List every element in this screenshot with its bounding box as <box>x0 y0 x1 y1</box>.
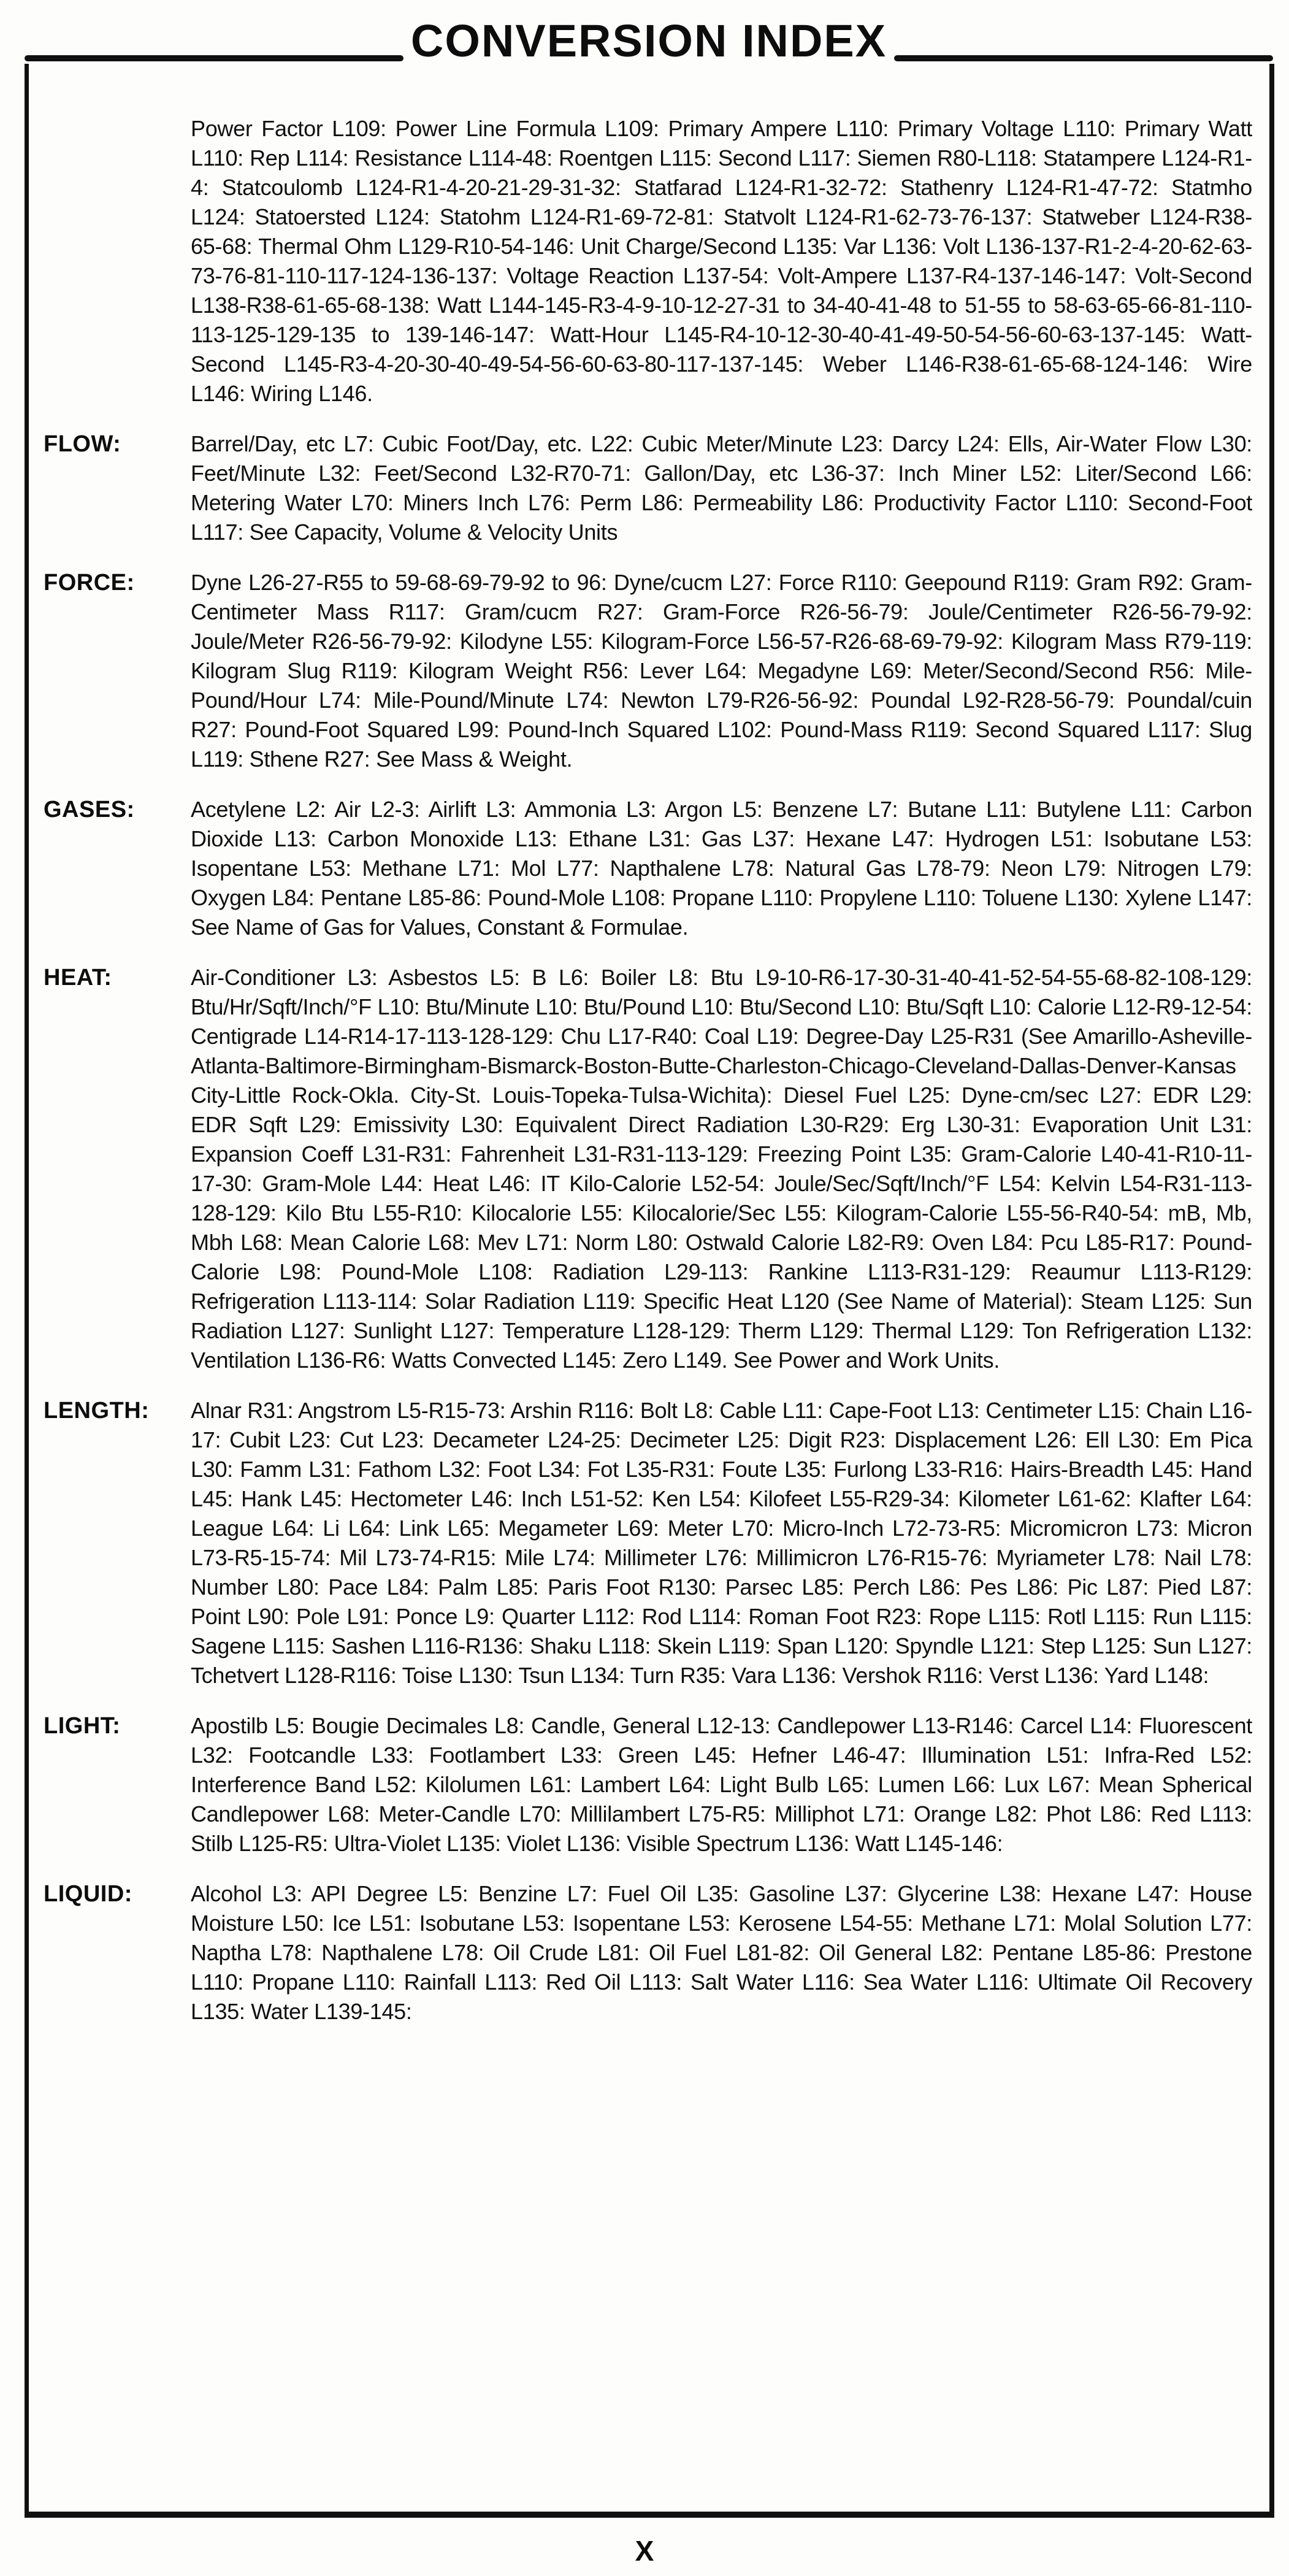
title-rule-right <box>894 55 1273 61</box>
section-label: LIGHT: <box>44 1713 121 1739</box>
section-label: LENGTH: <box>44 1398 150 1424</box>
section-text: Power Factor L109: Power Line Formula L109: Primary Ampere L110: Primary Voltage L110: Primary Watt L110: Rep L114: Resistance L114-48: Roentgen L115: Second L117: Siemen R80-L118: Statampere L124-R1-4: Statcoulomb L124-R1-4-20-21-29-31-32: Statfarad L124-R1-32-72: Stathenry L124-R1-47-72: Statmho L124: Statoersted L124: Statohm L124-R1-69-72-81: Statvolt L124-R1-62-73-76-137: Statweber L124-R38-65-68: Thermal Ohm L129-R10-54-146: Unit Charge/Second L135: Var L136: Volt L136-137-R1-2-4-20-62-63-73-76-81-110-117-124-136-137: Voltage Reaction L137-54: Volt-Ampere L137-R4-137-146-147: Volt-Second L138-R38-61-65-68-138: Watt L144-145-R3-4-9-10-12-27-31 to 34-40-41-48 to 51-55 to 58-63-65-66-81-110-113-125-129-135 to 139-146-147: Watt-Hour L145-R4-10-12-30-40-41-49-50-54-56-60-63-137-145: Watt-Second L145-R3-4-20-30-40-49-54-56-60-63-80-117-137-145: Weber L146-R38-61-65-68-124-146: Wire L146: Wiring L146. <box>191 116 1252 406</box>
section-length <box>44 1396 1252 1690</box>
section-continued-electrical <box>44 114 1252 408</box>
title-bar <box>25 10 1273 64</box>
section-text: Air-Conditioner L3: Asbestos L5: B L6: Boiler L8: Btu L9-10-R6-17-30-31-40-41-52-54-55-68-82-108-129: Btu/Hr/Sqft/Inch/°F L10: Btu/Minute L10: Btu/Pound L10: Btu/Second L10: Btu/Sqft L10: Calorie L12-R9-12-54: Centigrade L14-R14-17-113-128-129: Chu L17-R40: Coal L19: Degree-Day L25-R31 (See Amarillo-Asheville-Atlanta-Baltimore-Birmingham-Bismarck-Boston-Butte-Charleston-Chicago-Cleveland-Dallas-Denver-Kansas City-Little Rock-Okla. City-St. Louis-Topeka-Tulsa-Wichita): Diesel Fuel L25: Dyne-cm/sec L27: EDR L29: EDR Sqft L29: Emissivity L30: Equivalent Direct Radiation L30-R29: Erg L30-31: Evaporation Unit L31: Expansion Coeff L31-R31: Fahrenheit L31-R31-113-129: Freezing Point L35: Gram-Calorie L40-41-R10-11-17-30: Gram-Mole L44: Heat L46: IT Kilo-Calorie L52-54: Joule/Sec/Sqft/Inch/°F L54: Kelvin L54-R31-113-128-129: Kilo Btu L55-R10: Kilocalorie L55: Kilocalorie/Sec L55: Kilogram-Calorie L55-56-R40-54: mB, Mb, Mbh L68: Mean Calorie L68: Mev L71: Norm L80: Ostwald Calorie L82-R9: Oven L84: Pcu L85-R17: Pound-Calorie L98: Pound-Mole L108: Radiation L29-113: Rankine L113-R31-129: Reaumur L113-R129: Refrigeration L113-114: Solar Radiation L119: Specific Heat L120 (See Name of Material): Steam L125: Sun Radiation L127: Sunlight L127: Temperature L128-129: Therm L129: Thermal L129: Ton Refrigeration L132: Ventilation L136-R6: Watts Convected L145: Zero L149. See Power and Work Units. <box>191 965 1252 1373</box>
page-number: X <box>635 2535 654 2567</box>
section-label: GASES: <box>44 797 135 822</box>
index-border-box <box>25 64 1274 2518</box>
section-text: Alnar R31: Angstrom L5-R15-73: Arshin R116: Bolt L8: Cable L11: Cape-Foot L13: Centimeter L15: Chain L16-17: Cubit L23: Cut L23: Decameter L24-25: Decimeter L25: Digit R23: Displacement L26: Ell L30: Em Pica L30: Famm L31: Fathom L32: Foot L34: Fot L35-R31: Foute L35: Furlong L33-R16: Hairs-Breadth L45: Hand L45: Hank L45: Hectometer L46: Inch L51-52: Ken L54: Kilofeet L55-R29-34: Kilometer L61-62: Klafter L64: League L64: Li L64: Link L65: Megameter L69: Meter L70: Micro-Inch L72-73-R5: Micromicron L73: Micron L73-R5-15-74: Mil L73-74-R15: Mile L74: Millimeter L76: Millimicron L76-R15-76: Myriameter L78: Nail L78: Number L80: Pace L84: Palm L85: Paris Foot R130: Parsec L85: Perch L86: Pes L86: Pic L87: Pied L87: Point L90: Pole L91: Ponce L9: Quarter L112: Rod L114: Roman Foot R23: Rope L115: Rotl L115: Run L115: Sagene L115: Sashen L116-R136: Shaku L118: Skein L119: Span L120: Spyndle L121: Step L125: Sun L127: Tchetvert L128-R116: Toise L130: Tsun L134: Turn R35: Vara L136: Vershok R116: Verst L136: Yard L148: <box>191 1398 1252 1688</box>
title-rule-left <box>25 55 404 61</box>
section-label: HEAT: <box>44 965 112 991</box>
section-label: LIQUID: <box>44 1881 132 1907</box>
section-flow <box>44 429 1252 547</box>
section-text: Apostilb L5: Bougie Decimales L8: Candle, General L12-13: Candlepower L13-R146: Carcel L14: Fluorescent L32: Footcandle L33: Footlambert L33: Green L45: Hefner L46-47: Illumination L51: Infra-Red L52: Interference Band L52: Kilolumen L61: Lambert L64: Light Bulb L65: Lumen L66: Lux L67: Mean Spherical Candlepower L68: Meter-Candle L70: Millilambert L75-R5: Milliphot L71: Orange L82: Phot L86: Red L113: Stilb L125-R5: Ultra-Violet L135: Violet L136: Visible Spectrum L136: Watt L145-146: <box>191 1713 1252 1856</box>
section-force <box>44 568 1252 774</box>
section-label: FLOW: <box>44 431 121 457</box>
page-title: CONVERSION INDEX <box>410 15 887 66</box>
section-light <box>44 1711 1252 1858</box>
section-liquid <box>44 1879 1252 2026</box>
index-content <box>29 64 1269 2026</box>
section-text: Alcohol L3: API Degree L5: Benzine L7: Fuel Oil L35: Gasoline L37: Glycerine L38: Hexane L47: House Moisture L50: Ice L51: Isobutane L53: Isopentane L53: Kerosene L54-55: Methane L71: Molal Solution L77: Naptha L78: Napthalene L78: Oil Crude L81: Oil Fuel L81-82: Oil General L82: Pentane L85-86: Prestone L110: Propane L110: Rainfall L113: Red Oil L113: Salt Water L116: Sea Water L116: Ultimate Oil Recovery L135: Water L139-145: <box>191 1881 1252 2024</box>
section-text: Dyne L26-27-R55 to 59-68-69-79-92 to 96: Dyne/cucm L27: Force R110: Geepound R119: Gram R92: Gram-Centimeter Mass R117: Gram/cucm R27: Gram-Force R26-56-79: Joule/Centimeter R26-56-79-92: Joule/Meter R26-56-79-92: Kilodyne L55: Kilogram-Force L56-57-R26-68-69-79-92: Kilogram Mass R79-119: Kilogram Slug R119: Kilogram Weight R56: Lever L64: Megadyne L69: Meter/Second/Second R56: Mile-Pound/Hour L74: Mile-Pound/Minute L74: Newton L79-R26-56-92: Poundal L92-R28-56-79: Poundal/cuin R27: Pound-Foot Squared L99: Pound-Inch Squared L102: Pound-Mass R119: Second Squared L117: Slug L119: Sthene R27: See Mass & Weight. <box>191 570 1252 772</box>
section-label: FORCE: <box>44 570 135 596</box>
section-gases <box>44 795 1252 942</box>
section-text: Barrel/Day, etc L7: Cubic Foot/Day, etc. L22: Cubic Meter/Minute L23: Darcy L24: Ells, Air-Water Flow L30: Feet/Minute L32: Feet/Second L32-R70-71: Gallon/Day, etc L36-37: Inch Miner L52: Liter/Second L66: Metering Water L70: Miners Inch L76: Perm L86: Permeability L86: Productivity Factor L110: Second-Foot L117: See Capacity, Volume & Velocity Units <box>191 431 1252 545</box>
section-text: Acetylene L2: Air L2-3: Airlift L3: Ammonia L3: Argon L5: Benzene L7: Butane L11: Butylene L11: Carbon Dioxide L13: Carbon Monoxide L13: Ethane L31: Gas L37: Hexane L47: Hydrogen L51: Isobutane L53: Isopentane L53: Methane L71: Mol L77: Napthalene L78: Natural Gas L78-79: Neon L79: Nitrogen L79: Oxygen L84: Pentane L85-86: Pound-Mole L108: Propane L110: Propylene L110: Toluene L130: Xylene L147: See Name of Gas for Values, Constant & Formulae. <box>191 797 1252 940</box>
section-label <box>44 114 191 408</box>
section-heat <box>44 963 1252 1375</box>
